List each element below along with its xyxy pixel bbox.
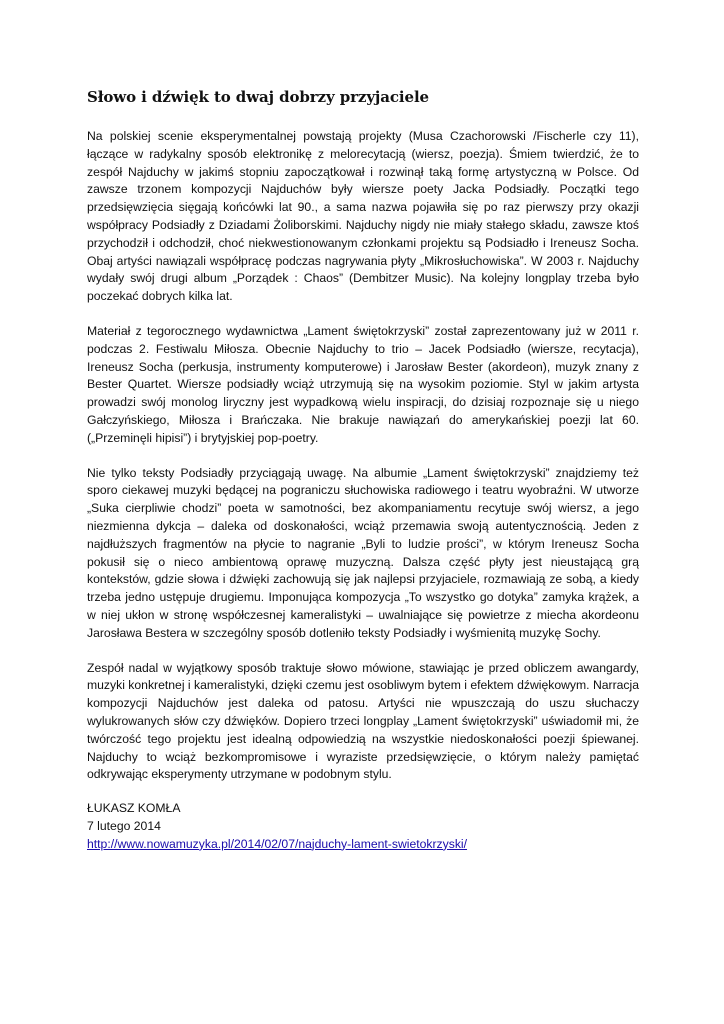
article-title: Słowo i dźwięk to dwaj dobrzy przyjaciele: [87, 88, 429, 106]
document-page: [87, 88, 639, 853]
paragraph-1: Na polskiej scenie eksperymentalnej powstają projekty (Musa Czachorowski /Fischerle czy 11), łączące w radykalny sposób elektronikę z melorecytacją (wiersz, poezja). Śmiem twierdzić, że to zespół Najduchy w jakimś stopniu zapoczątkował i rozwinął taką formę artystyczną w Polsce. Od zawsze trzonem kompozycji Najduchów były wiersze poety Jacka Podsiadły. Początki tego przedsięwzięcia sięgają końcówki lat 90., a sama nazwa pojawiła się po raz pierwszy przy okazji współpracy Podsiadły z Dziadami Żoliborskimi. Najduchy nigdy nie miały stałego składu, zawsze ktoś przychodził i odchodził, choć niekwestionowanym członkami projektu są Podsiadło i Ireneusz Socha. Obaj artyści nawiązali współpracę podczas nagrywania płyty „Mikrosłuchowiska”. W 2003 r. Najduchy wydały swój drugi album „Porządek : Chaos” (Dembitzer Music). Na kolejny longplay trzeba było poczekać dobrych kilka lat.: [87, 129, 639, 304]
signature-block: [87, 800, 639, 853]
paragraph-4: Zespół nadal w wyjątkowy sposób traktuje słowo mówione, stawiając je przed obliczem awangardy, muzyki konkretnej i kameralistyki, dzięki czemu jest osobliwym bytem i efektem dźwiękowym. Narracja kompozycji Najduchów jest daleka od patosu. Artyści nie wpuszczają do uszu słuchaczy wylukrowanych słów czy dźwięków. Dopiero trzeci longplay „Lament świętokrzyski” uświadomił mi, że twórczość tego projektu jest idealną odpowiedzią na wszystkie niedoskonałości poezji śpiewanej. Najduchy to wciąż bezkompromisowe i wyraziste przedsięwzięcie, o którym należy pamiętać odkrywając eksperymenty utrzymane w podobnym stylu.: [87, 660, 639, 782]
publication-date: 7 lutego 2014: [87, 818, 161, 833]
source-link[interactable]: http://www.nowamuzyka.pl/2014/02/07/najduchy-lament-swietokrzyski/: [87, 836, 468, 851]
paragraph-3: Nie tylko teksty Podsiadły przyciągają uwagę. Na albumie „Lament świętokrzyski” znajdziemy też sporo ciekawej muzyki będącej na pograniczu słuchowiska radiowego i teatru wyobraźni. W utworze „Suka cierpliwie chodzi” poeta w samotności, bez akompaniamentu recytuje swój wiersz, a jego niezmienna dykcja – daleka od doskonałości, wciąż przemawia swoją autentycznością. Jeden z najdłuższych fragmentów na płycie to nagranie „Byli to ludzie prości”, w którym Ireneusz Socha pokusił się o nieco ambientową oprawę muzyczną. Dalsza część płyty jest nieustającą grą kontekstów, gdzie słowa i dźwięki zachowują się jak najlepsi przyjaciele, rozmawiają ze sobą, a kiedy trzeba jedno ustępuje drugiemu. Imponująca kompozycja „To wszystko go dotyka” zamyka krążek, a w niej ukłon w stronę współczesnej kameralistyki – uwalniające się powietrze z miecha akordeonu Jarosława Bestera w szczególny sposób dotleniło teksty Podsiadły i wyśmienitą muzykę Sochy.: [87, 465, 639, 640]
author-name: ŁUKASZ KOMŁA: [87, 801, 181, 816]
paragraph-2: Materiał z tegorocznego wydawnictwa „Lament świętokrzyski” został zaprezentowany już w 2011 r. podczas 2. Festiwalu Miłosza. Obecnie Najduchy to trio – Jacek Podsiadło (wiersze, recytacja), Ireneusz Socha (perkusja, instrumenty komputerowe) i Jarosław Bester (akordeon), muzyk znany z Bester Quartet. Wiersze podsiadły wciąż utrzymują się na wysokim poziomie. Styl w jakim artysta prowadzi swój monolog liryczny jest wypadkową wielu inspiracji, do dzisiaj rozpoznaje się u niego Gałczyńskiego, Miłosza i Brańczaka. Nie brakuje nawiązań do amerykańskiej poezji lat 60. („Przeminęli hipisi”) i brytyjskiej pop-poetry.: [87, 323, 639, 445]
